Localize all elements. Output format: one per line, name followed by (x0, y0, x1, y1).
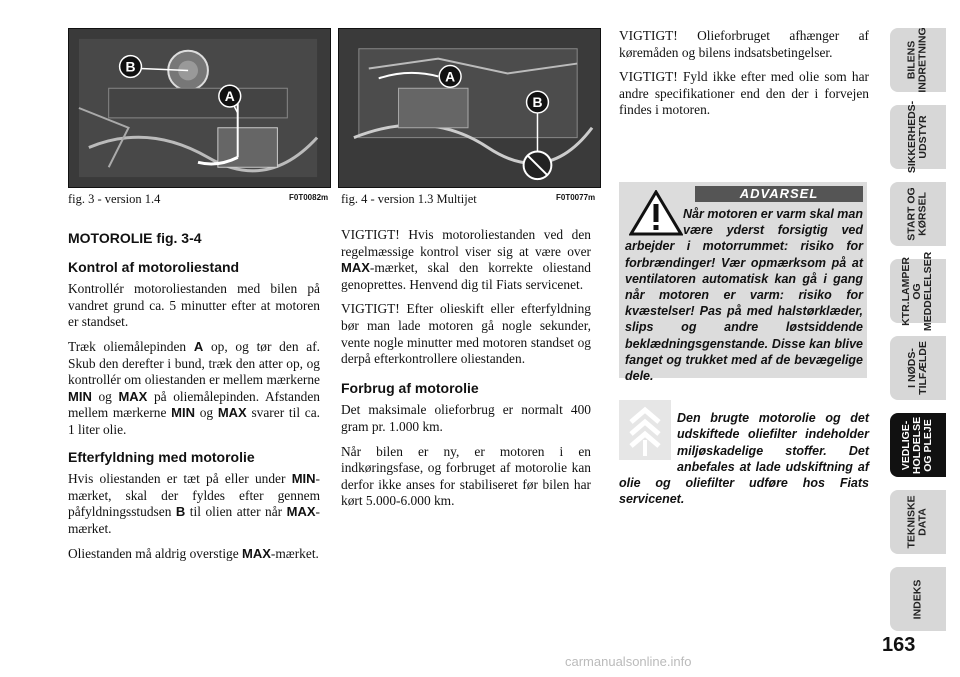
heading-fill: Efterfyldning med motorolie (68, 448, 255, 465)
tab-vedligeholdelse[interactable]: VEDLIGE- HOLDELSE OG PLEJE (890, 413, 946, 477)
label-b: B (532, 94, 543, 111)
paragraph: VIGTIGT! Hvis motoroliestanden ved den regelmæssige kontrol viser sig at være over MAX-mærket, skal den korrekte oliestand genoprettes. Henvend dig til Fiats servicenet. (341, 227, 591, 292)
figure-engine-1-3 (338, 28, 601, 188)
paragraph: Oliestanden må aldrig overstige MAX-mærket. (68, 545, 319, 561)
warning-text: Når motoren er varm skal man være yderst forsigtig ved arbejder i motorrummet: risiko for forbrændinger! Vær opmærksom på at ventilatoren automatisk kan gå i gang når motoren er varm: risiko for kvæstelser! Pas på med halstørklæder, slips og andre løstsiddende beklædningsgenstande. Disse kan blive fanget og trukket med af de bevægelige dele. (625, 207, 863, 384)
page-number: 163 (882, 634, 916, 656)
paragraph: VIGTIGT! Fyld ikke efter med olie som har andre specifikationer end den der i forvejen findes i motoren. (619, 69, 869, 118)
label-b: B (125, 58, 136, 75)
section-title: MOTOROLIE fig. 3-4 (68, 230, 202, 246)
heading-check: Kontrol af motoroliestand (68, 258, 240, 275)
paragraph: Når bilen er ny, er motoren i en indkøringsfase, og forbruget af motorolie kan derfor ikke anses for stabiliseret før bilen har kørt 5.000-6.000 km. (341, 443, 591, 509)
tab-start-og-korsel[interactable]: START OG KØRSEL (890, 182, 946, 246)
engine-photo-1-4 (69, 29, 330, 187)
paragraph: Kontrollér motoroliestanden med bilen på vandret grund ca. 5 minutter efter at motoren er standset. (68, 281, 320, 330)
paragraph: VIGTIGT! Efter olieskift eller efterfyldning bør man lade motoren gå nogle sekunder, vente nogle minutter med motoren standset og derpå efterkontrollere oliestanden. (341, 301, 591, 367)
fig4-caption: fig. 4 - version 1.3 Multijet (341, 192, 477, 206)
paragraph: Hvis oliestanden er tæt på eller under MIN-mærket, skal der fyldes efter gennem påfyldningsstudsen B til olien atter når MAX-mærket. (68, 471, 320, 536)
fig4-code: F0T0077m (556, 193, 596, 202)
watermark: carmanualsonline.info (565, 654, 692, 669)
tab-indeks[interactable]: INDEKS (890, 567, 946, 631)
environment-note (619, 400, 869, 510)
warning-box (619, 182, 867, 384)
figure-engine-1-4 (68, 28, 331, 188)
column-3 (619, 28, 869, 127)
engine-photo-1-3 (339, 29, 600, 187)
tab-bilens-indretning[interactable]: BILENS INDRETNING (890, 28, 946, 92)
label-a: A (445, 68, 456, 85)
environment-text: Den brugte motorolie og det udskiftede oliefilter indeholder miljøskadelige stoffer. Det anbefales at lade udskiftning af olie og oliefilter udføre hos Fiats servicenet. (619, 411, 869, 507)
paragraph: VIGTIGT! Olieforbruget afhænger af køremåden og bilens indsatsbetingelser. (619, 28, 869, 60)
tab-ktr-lamper[interactable]: KTR.LAMPER OG MEDDELELSER (890, 259, 946, 323)
warning-heading: ADVARSEL (695, 186, 863, 202)
paragraph: Træk oliemålepinden A op, og tør den af. Skub den derefter i bund, træk den atter op, og kontrollér om oliestanden er mellem mærkerne MIN og MAX på oliemålepinden. Afstanden mellem mærkerne MIN og MAX svarer til ca. 1 liter olie. (68, 338, 321, 437)
fig3-code: F0T0082m (289, 193, 329, 202)
column-2 (341, 227, 591, 518)
fig3-caption: fig. 3 - version 1.4 (68, 192, 161, 206)
label-a: A (224, 88, 235, 105)
paragraph: Det maksimale olieforbrug er normalt 400 gram pr. 1.000 km. (341, 402, 591, 434)
column-1 (68, 230, 320, 570)
tab-i-nodstilfaelde[interactable]: I NØDS- TILFÆLDE (890, 336, 946, 400)
heading-consumption: Forbrug af motorolie (341, 379, 479, 396)
tab-tekniske-data[interactable]: TEKNISKE DATA (890, 490, 946, 554)
tab-sikkerhedsudstyr[interactable]: SIKKERHEDS- UDSTYR (890, 105, 946, 169)
